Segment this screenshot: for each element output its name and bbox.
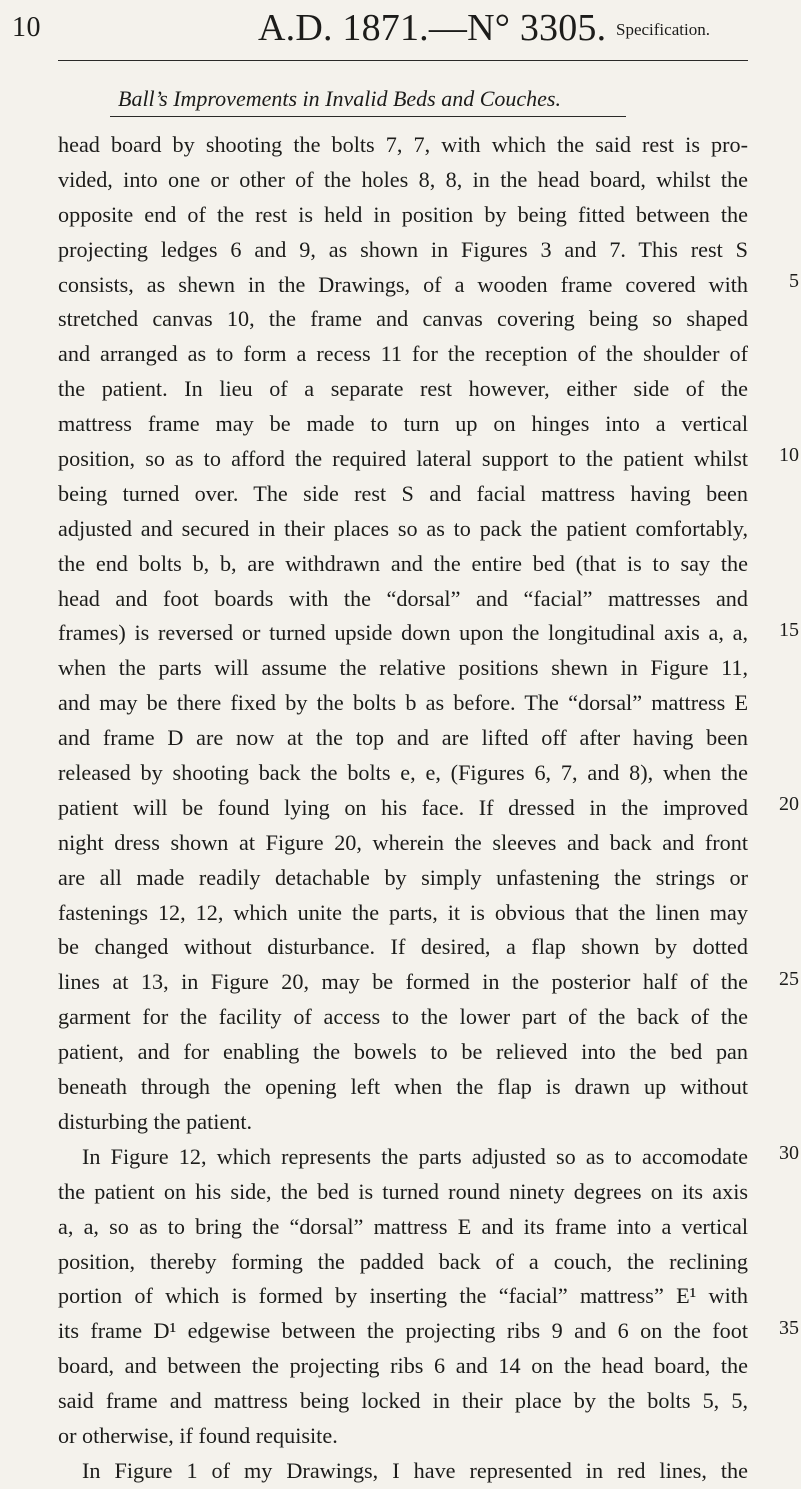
text-line: opposite end of the rest is held in position by being fitted between the [58,201,748,227]
line-number: 15 [779,618,799,641]
text-line: fastenings 12, 12, which unite the parts, it is obvious that the linen may [58,899,748,925]
text-line: the patient. In lieu of a separate rest however, either side of the [58,376,748,402]
text-line: consists, as shewn in the Drawings, of a wooden frame covered with [58,271,748,297]
text-line: and frame D are now at the top and are lifted off after having been [58,725,748,751]
header-title: A.D. 1871.—N° 3305. [258,7,607,49]
text-line: night dress shown at Figure 20, wherein the sleeves and back and front [58,829,748,855]
text-line: In Figure 1 of my Drawings, I have represented in red lines, the [82,1457,748,1483]
text-line: In Figure 12, which represents the parts adjusted so as to accomodate [82,1143,748,1169]
text-line: its frame D¹ edgewise between the projecting ribs 9 and 6 on the foot [58,1318,748,1344]
line-number: 35 [779,1316,799,1339]
text-line: head and foot boards with the “dorsal” and “facial” mattresses and [58,585,748,611]
text-line: the patient on his side, the bed is turned round ninety degrees on its axis [58,1178,748,1204]
text-line: being turned over. The side rest S and facial mattress having been [58,480,748,506]
text-line: frames) is reversed or turned upside down upon the longitudinal axis a, a, [58,620,748,646]
text-line: when the parts will assume the relative positions shewn in Figure 11, [58,655,748,681]
line-number: 10 [779,444,799,467]
text-line: and may be there fixed by the bolts b as before. The “dorsal” mattress E [58,690,748,716]
text-line: the end bolts b, b, are withdrawn and the entire bed (that is to say the [58,550,748,576]
text-line: board, and between the projecting ribs 6 and 14 on the head board, the [58,1353,748,1379]
text-line: are all made readily detachable by simply unfastening the strings or [58,864,748,890]
text-line: lines at 13, in Figure 20, may be formed in the posterior half of the [58,969,748,995]
text-line: garment for the facility of access to the lower part of the back of the [58,1004,748,1030]
text-line: portion of which is formed by inserting the “facial” mattress” E¹ with [58,1283,748,1309]
text-line: stretched canvas 10, the frame and canvas covering being so shaped [58,306,748,332]
text-line: projecting ledges 6 and 9, as shown in Figures 3 and 7. This rest S [58,236,748,262]
text-line: disturbing the patient. [58,1108,253,1134]
page-number: 10 [12,12,41,43]
text-line: adjusted and secured in their places so as to pack the patient comfortably, [58,515,748,541]
body-text [58,128,748,1489]
text-line: position, so as to afford the required lateral support to the patient whilst [58,446,748,472]
running-title: Ball’s Improvements in Invalid Beds and Couches. [118,86,561,111]
text-line: a, a, so as to bring the “dorsal” mattress E and its frame into a vertical [58,1213,748,1239]
line-number: 5 [789,269,799,292]
text-line: released by shooting back the bolts e, e, (Figures 6, 7, and 8), when the [58,760,748,786]
text-line: or otherwise, if found requisite. [58,1422,338,1448]
text-line: head board by shooting the bolts 7, 7, with which the said rest is pro- [58,132,748,157]
text-line: beneath through the opening left when the flap is drawn up without [58,1074,748,1100]
text-line: and arranged as to form a recess 11 for the reception of the shoulder of [58,341,748,367]
text-line: said frame and mattress being locked in their place by the bolts 5, 5, [58,1388,748,1414]
line-number: 25 [779,967,799,990]
header-rule [58,60,748,61]
text-line: patient, and for enabling the bowels to be relieved into the bed pan [58,1039,748,1065]
text-line: position, thereby forming the padded back of a couch, the reclining [58,1248,748,1274]
text-line: vided, into one or other of the holes 8, 8, in the head board, whilst the [58,166,748,192]
text-line: mattress frame may be made to turn up on hinges into a vertical [58,411,748,437]
text-line: patient will be found lying on his face. If dressed in the improved [58,794,748,820]
header-label: Specification. [616,20,710,39]
text-line: be changed without disturbance. If desired, a flap shown by dotted [58,934,748,960]
line-number: 20 [779,793,799,816]
line-number: 30 [779,1142,799,1165]
running-title-rule [110,116,626,117]
